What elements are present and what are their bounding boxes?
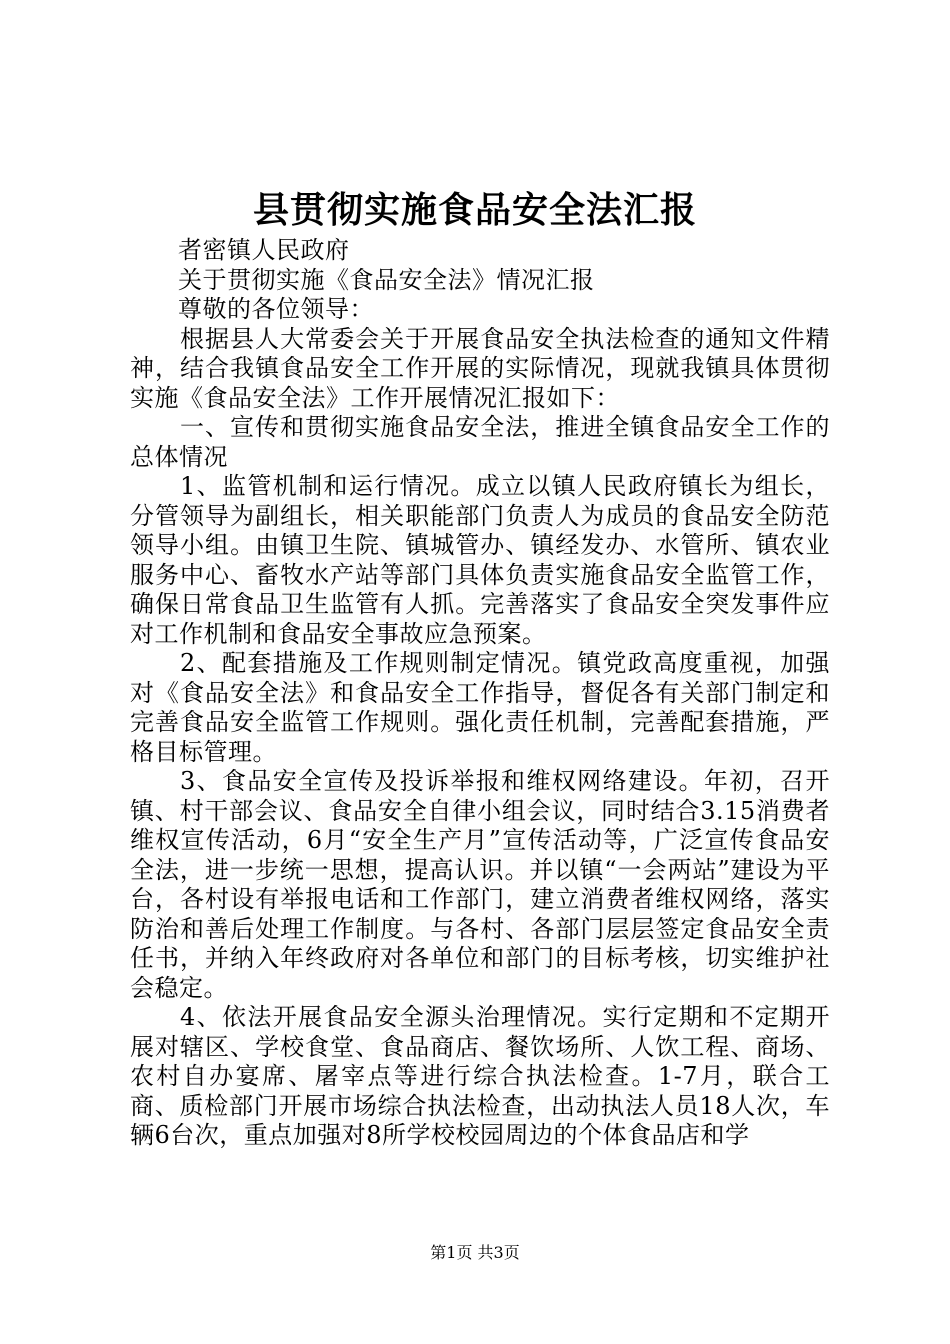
paragraph-salutation: 尊敬的各位领导： xyxy=(178,295,374,323)
section-heading-1: 一、宣传和贯彻实施食品安全法，推进全镇食品安全工作的总体情况 xyxy=(130,413,830,471)
document-title: 县贯彻实施食品安全法汇报 xyxy=(252,189,697,231)
paragraph-item-4: 4、依法开展食品安全源头治理情况。实行定期和不定期开展对辖区、学校食堂、食品商店、餐饮场所、人饮工程、商场、农村自办宴席、屠宰点等进行综合执法检查。1-7月，联合工商、质检部门开展市场综合执法检查，出动执法人员18人次，车辆6台次，重点加强对8所学校校园周边的个体食品店和学 xyxy=(130,1003,830,1149)
paragraph-item-2: 2、配套措施及工作规则制定情况。镇党政高度重视，加强对《食品安全法》和食品安全工作指导，督促各有关部门制定和完善食品安全监管工作规则。强化责任机制，完善配套措施，严格目标管理。 xyxy=(130,649,830,766)
paragraph-issuer: 者密镇人民政府 xyxy=(178,236,350,264)
page-footer: 第1页 共3页 xyxy=(430,1243,520,1262)
document-body xyxy=(130,236,830,1151)
paragraph-intro: 根据县人大常委会关于开展食品安全执法检查的通知文件精神，结合我镇食品安全工作开展的实际情况，现就我镇具体贯彻实施《食品安全法》工作开展情况汇报如下： xyxy=(130,324,830,412)
paragraph-subject: 关于贯彻实施《食品安全法》情况汇报 xyxy=(178,265,595,294)
paragraph-item-3: 3、食品安全宣传及投诉举报和维权网络建设。年初，召开镇、村干部会议、食品安全自律小组会议，同时结合3.15消费者维权宣传活动，6月“安全生产月”宣传活动等，广泛宣传食品安全法，进一步统一思想，提高认识。并以镇“一会两站”建设为平台，各村设有举报电话和工作部门，建立消费者维权网络，落实防治和善后处理工作制度。与各村、各部门层层签定食品安全责任书，并纳入年终政府对各单位和部门的目标考核，切实维护社会稳定。 xyxy=(130,767,830,1002)
paragraph-item-1: 1、监管机制和运行情况。成立以镇人民政府镇长为组长，分管领导为副组长，相关职能部门负责人为成员的食品安全防范领导小组。由镇卫生院、镇城管办、镇经发办、水管所、镇农业服务中心、畜牧水产站等部门具体负责实施食品安全监管工作，确保日常食品卫生监管有人抓。完善落实了食品安全突发事件应对工作机制和食品安全事故应急预案。 xyxy=(130,472,830,648)
